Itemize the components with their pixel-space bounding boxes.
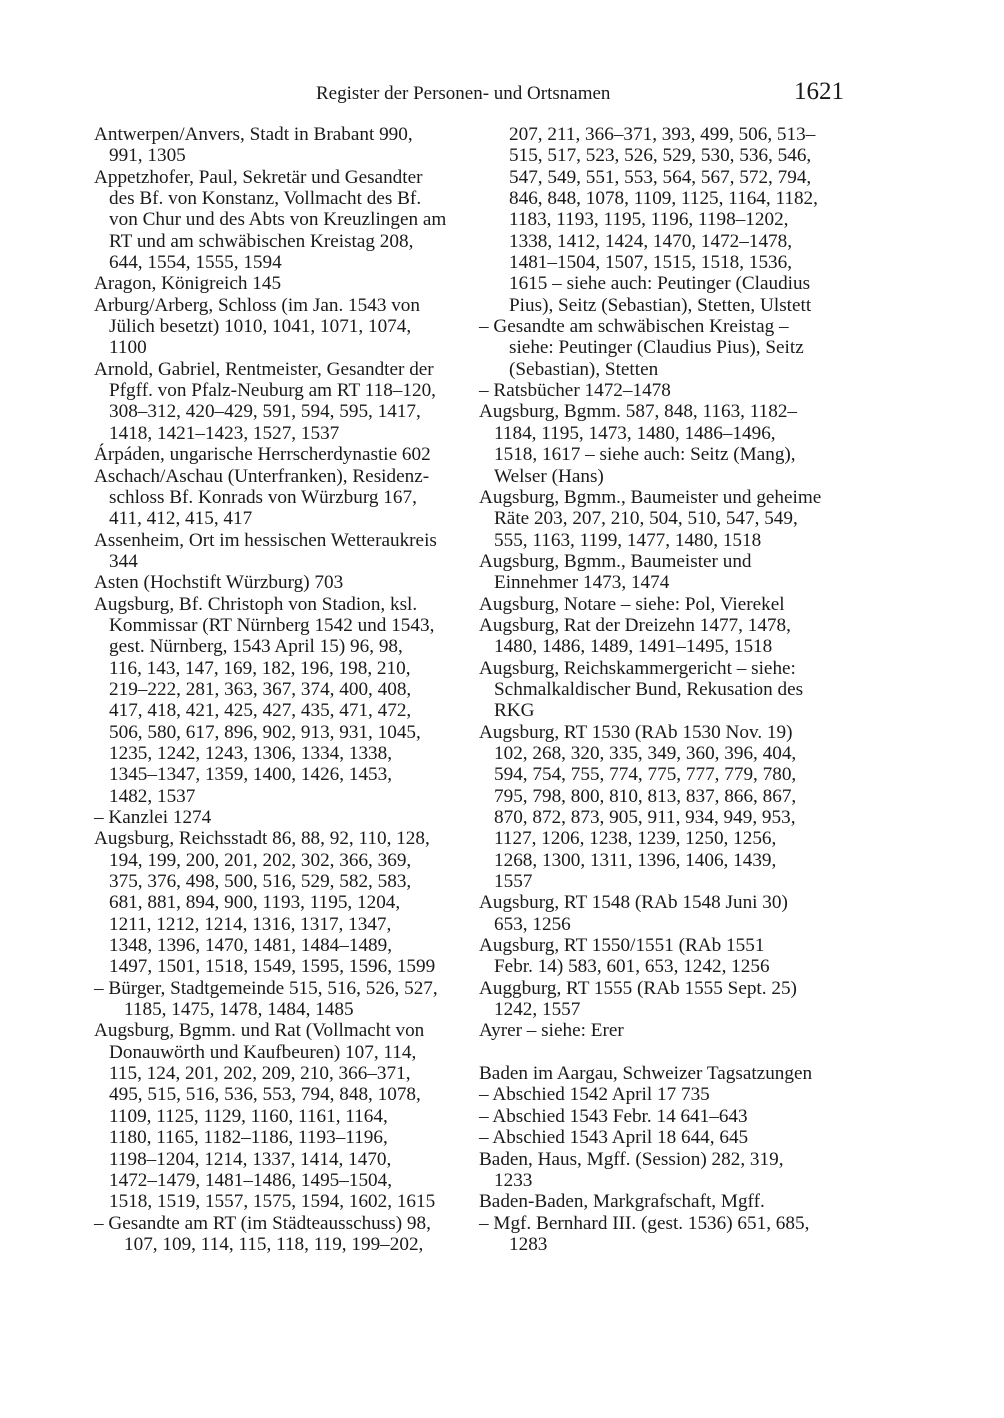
index-line: Aschach/Aschau (Unterfranken), Residenz- <box>94 465 430 487</box>
index-line: 1184, 1195, 1473, 1480, 1486–1496, <box>494 422 776 444</box>
index-line: Augsburg, Bgmm. und Rat (Vollmacht von <box>94 1020 425 1042</box>
index-line: Augsburg, Bf. Christoph von Stadion, ksl. <box>94 593 418 615</box>
index-line: Augsburg, RT 1550/1551 (RAb 1551 <box>479 935 765 957</box>
index-line: Augsburg, Bgmm., Baumeister und geheime <box>479 486 822 508</box>
index-line: – Gesandte am RT (im Städteausschuss) 98, <box>94 1212 431 1234</box>
index-line: 1518, 1519, 1557, 1575, 1594, 1602, 1615 <box>109 1191 436 1213</box>
index-line: 506, 580, 617, 896, 902, 913, 931, 1045, <box>109 721 421 743</box>
index-line: Pfgff. von Pfalz-Neuburg am RT 118–120, <box>109 380 436 402</box>
index-line: 1183, 1193, 1195, 1196, 1198–1202, <box>509 209 789 231</box>
index-line: 1127, 1206, 1238, 1239, 1250, 1256, <box>494 828 777 850</box>
index-line: Baden, Haus, Mgff. (Session) 282, 319, <box>479 1148 784 1170</box>
index-line: Antwerpen/Anvers, Stadt in Brabant 990, <box>94 124 413 145</box>
index-line: Augsburg, Rat der Dreizehn 1477, 1478, <box>479 614 791 636</box>
index-line: Jülich besetzt) 1010, 1041, 1071, 1074, <box>109 316 412 338</box>
index-line: 1345–1347, 1359, 1400, 1426, 1453, <box>109 764 393 786</box>
index-line: 1233 <box>494 1169 533 1191</box>
index-line: 411, 412, 415, 417 <box>109 508 253 530</box>
index-line: Auggburg, RT 1555 (RAb 1555 Sept. 25) <box>479 977 797 999</box>
index-line: – Abschied 1542 April 17 735 <box>479 1084 710 1106</box>
index-line: des Bf. von Konstanz, Vollmacht des Bf. <box>109 188 422 210</box>
index-line: Ayrer – siehe: Erer <box>479 1020 624 1042</box>
index-line: 1180, 1165, 1182–1186, 1193–1196, <box>109 1127 388 1149</box>
index-line: 1283 <box>509 1233 548 1255</box>
index-line: 547, 549, 551, 553, 564, 567, 572, 794, <box>509 166 812 188</box>
right-column <box>479 124 849 1255</box>
index-line: 1185, 1475, 1478, 1484, 1485 <box>124 999 354 1021</box>
running-head <box>316 80 844 112</box>
index-line: 1497, 1501, 1518, 1549, 1595, 1596, 1599 <box>109 956 436 978</box>
index-line: 681, 881, 894, 900, 1193, 1195, 1204, <box>109 892 401 914</box>
index-line: 1348, 1396, 1470, 1481, 1484–1489, <box>109 935 393 957</box>
index-line: – Abschied 1543 April 18 644, 645 <box>479 1127 749 1149</box>
index-line: Arnold, Gabriel, Rentmeister, Gesandter der <box>94 358 434 380</box>
index-line: 1418, 1421–1423, 1527, 1537 <box>109 422 340 444</box>
index-line: – Bürger, Stadtgemeinde 515, 516, 526, 527, <box>94 977 438 999</box>
index-line: Schmalkaldischer Bund, Rekusation des <box>494 678 804 700</box>
index-line: 1615 – siehe auch: Peutinger (Claudius <box>509 273 811 295</box>
index-line: 1338, 1412, 1424, 1470, 1472–1478, <box>509 230 793 252</box>
index-line: 417, 418, 421, 425, 427, 435, 471, 472, <box>109 700 412 722</box>
index-line: 594, 754, 755, 774, 775, 777, 779, 780, <box>494 764 797 786</box>
index-line: 1211, 1212, 1214, 1316, 1317, 1347, <box>109 913 392 935</box>
index-line: – Ratsbücher 1472–1478 <box>479 380 671 402</box>
index-line: 1235, 1242, 1243, 1306, 1334, 1338, <box>109 742 393 764</box>
index-line: Augsburg, Reichskammergericht – siehe: <box>479 657 796 679</box>
index-line: Appetzhofer, Paul, Sekretär und Gesandter <box>94 166 423 188</box>
index-line: Assenheim, Ort im hessischen Wetteraukreis <box>94 529 437 551</box>
index-line: RKG <box>494 700 535 722</box>
index-line: 375, 376, 498, 500, 516, 529, 582, 583, <box>109 871 412 893</box>
index-line: 1482, 1537 <box>109 785 196 807</box>
index-line: 991, 1305 <box>109 145 186 167</box>
index-line: 1100 <box>109 337 147 359</box>
index-line: schloss Bf. Konrads von Würzburg 167, <box>109 486 417 508</box>
index-line: 1480, 1486, 1489, 1491–1495, 1518 <box>494 636 773 658</box>
index-line: 555, 1163, 1199, 1477, 1480, 1518 <box>494 529 762 551</box>
index-line: Einnehmer 1473, 1474 <box>494 572 670 594</box>
index-line: 1472–1479, 1481–1486, 1495–1504, <box>109 1169 393 1191</box>
index-line: 1242, 1557 <box>494 999 581 1021</box>
index-line: Kommissar (RT Nürnberg 1542 und 1543, <box>109 614 435 636</box>
index-line: Augsburg, Bgmm. 587, 848, 1163, 1182– <box>479 401 798 423</box>
index-line: 515, 517, 523, 526, 529, 530, 536, 546, <box>509 145 812 167</box>
index-line: 219–222, 281, 363, 367, 374, 400, 408, <box>109 678 412 700</box>
index-line: von Chur und des Abts von Kreuzlingen am <box>109 209 447 231</box>
index-line: 115, 124, 201, 202, 209, 210, 366–371, <box>109 1063 411 1085</box>
index-line: Arburg/Arberg, Schloss (im Jan. 1543 von <box>94 294 420 316</box>
index-line: Augsburg, RT 1548 (RAb 1548 Juni 30) <box>479 892 788 914</box>
index-line: Pius), Seitz (Sebastian), Stetten, Ulstett <box>509 294 812 316</box>
page-number: 1621 <box>794 78 844 105</box>
index-line: Donauwörth und Kaufbeuren) 107, 114, <box>109 1041 417 1063</box>
index-line: Räte 203, 207, 210, 504, 510, 547, 549, <box>494 508 798 530</box>
index-line: 107, 109, 114, 115, 118, 119, 199–202, <box>124 1233 424 1255</box>
index-line: (Sebastian), Stetten <box>509 358 659 380</box>
section-gap <box>479 1042 849 1063</box>
index-line: 344 <box>109 550 138 572</box>
index-line: 846, 848, 1078, 1109, 1125, 1164, 1182, <box>509 188 818 210</box>
index-line: 870, 872, 873, 905, 911, 934, 949, 953, <box>494 807 796 828</box>
running-head-title: Register der Personen- und Ortsnamen <box>316 83 611 104</box>
index-line: gest. Nürnberg, 1543 April 15) 96, 98, <box>109 636 403 658</box>
index-line: 194, 199, 200, 201, 202, 302, 366, 369, <box>109 849 412 871</box>
index-line: – Gesandte am schwäbischen Kreistag – <box>479 316 789 338</box>
index-line: 116, 143, 147, 169, 182, 196, 198, 210, <box>109 657 411 679</box>
index-line: 1268, 1300, 1311, 1396, 1406, 1439, <box>494 849 777 871</box>
index-line: 795, 798, 800, 810, 813, 837, 866, 867, <box>494 785 797 807</box>
index-line: 1557 <box>494 871 533 893</box>
index-line: Augsburg, Bgmm., Baumeister und <box>479 550 752 572</box>
index-line: – Kanzlei 1274 <box>94 807 212 828</box>
index-line: 495, 515, 516, 536, 553, 794, 848, 1078, <box>109 1084 421 1106</box>
index-line: – Abschied 1543 Febr. 14 641–643 <box>479 1105 748 1127</box>
index-line: – Mgf. Bernhard III. (gest. 1536) 651, 685, <box>479 1212 810 1234</box>
index-line: siehe: Peutinger (Claudius Pius), Seitz <box>509 337 804 359</box>
index-line: 1481–1504, 1507, 1515, 1518, 1536, <box>509 252 793 274</box>
index-line: 1518, 1617 – siehe auch: Seitz (Mang), <box>494 444 796 466</box>
index-line: Baden im Aargau, Schweizer Tagsatzungen <box>479 1063 813 1085</box>
index-line: RT und am schwäbischen Kreistag 208, <box>109 230 414 252</box>
index-line: 1109, 1125, 1129, 1160, 1161, 1164, <box>109 1105 388 1127</box>
index-line: 207, 211, 366–371, 393, 499, 506, 513– <box>509 124 816 145</box>
index-line: 653, 1256 <box>494 913 571 935</box>
index-line: Febr. 14) 583, 601, 653, 1242, 1256 <box>494 956 770 978</box>
index-line: Welser (Hans) <box>494 465 604 487</box>
index-line: Asten (Hochstift Würzburg) 703 <box>94 572 344 594</box>
index-line: Baden-Baden, Markgrafschaft, Mgff. <box>479 1191 765 1213</box>
index-line: Aragon, Königreich 145 <box>94 273 282 295</box>
index-line: Augsburg, RT 1530 (RAb 1530 Nov. 19) <box>479 721 793 743</box>
left-column <box>94 124 464 1255</box>
index-line: Augsburg, Reichsstadt 86, 88, 92, 110, 128, <box>94 828 430 850</box>
index-line: 308–312, 420–429, 591, 594, 595, 1417, <box>109 401 421 423</box>
index-line: Augsburg, Notare – siehe: Pol, Vierekel <box>479 593 785 615</box>
index-line: Árpáden, ungarische Herrscherdynastie 602 <box>94 444 431 466</box>
index-line: 644, 1554, 1555, 1594 <box>109 252 282 274</box>
index-line: 1198–1204, 1214, 1337, 1414, 1470, <box>109 1148 392 1170</box>
index-line: 102, 268, 320, 335, 349, 360, 396, 404, <box>494 742 797 764</box>
